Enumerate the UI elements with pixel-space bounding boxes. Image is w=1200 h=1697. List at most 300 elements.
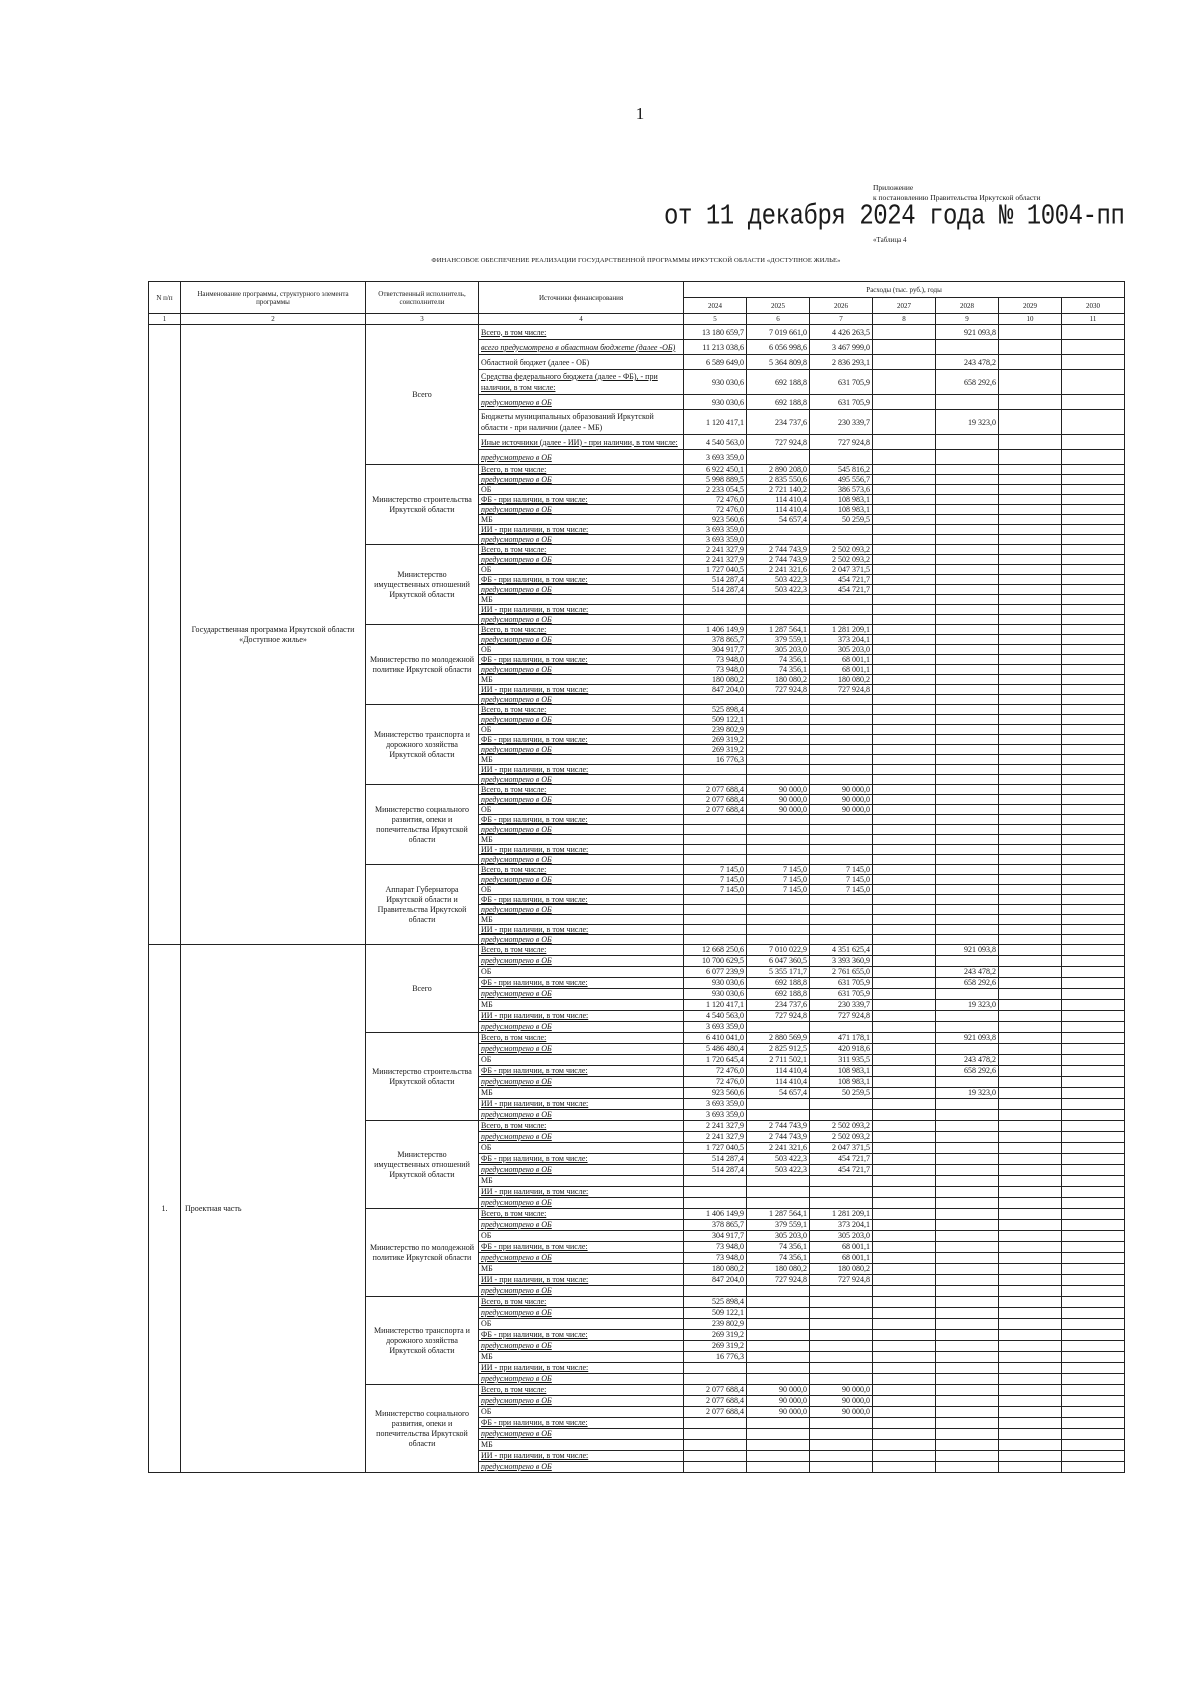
value-cell-2025: 90 000,0 (747, 1385, 810, 1396)
value-cell-2026 (810, 845, 873, 855)
value-cell-2027 (873, 410, 936, 435)
value-cell-2030 (1062, 967, 1125, 978)
source-cell: Всего, в том числе: (479, 545, 684, 555)
value-cell-2028 (936, 605, 999, 615)
value-cell-2025: 90 000,0 (747, 785, 810, 795)
value-cell-2026: 108 983,1 (810, 505, 873, 515)
column-number: 5 (684, 314, 747, 325)
value-cell-2024: 923 560,6 (684, 515, 747, 525)
value-cell-2027 (873, 1198, 936, 1209)
value-cell-2026: 4 426 263,5 (810, 325, 873, 340)
value-cell-2026: 68 001,1 (810, 665, 873, 675)
value-cell-2025: 7 145,0 (747, 865, 810, 875)
value-cell-2029 (999, 1440, 1062, 1451)
value-cell-2028 (936, 775, 999, 785)
value-cell-2030 (1062, 1022, 1125, 1033)
value-cell-2030 (1062, 1055, 1125, 1066)
source-cell: МБ (479, 1264, 684, 1275)
value-cell-2029 (999, 1176, 1062, 1187)
value-cell-2024: 5 486 480,4 (684, 1044, 747, 1055)
value-cell-2028 (936, 565, 999, 575)
value-cell-2028: 658 292,6 (936, 978, 999, 989)
value-cell-2025: 2 890 208,0 (747, 465, 810, 475)
source-cell: предусмотрено в ОБ (479, 1044, 684, 1055)
value-cell-2030 (1062, 845, 1125, 855)
value-cell-2029 (999, 805, 1062, 815)
table-reference: «Таблица 4 (873, 236, 907, 244)
value-cell-2030 (1062, 1143, 1125, 1154)
value-cell-2029 (999, 1099, 1062, 1110)
value-cell-2024: 2 077 688,4 (684, 1396, 747, 1407)
value-cell-2029 (999, 1253, 1062, 1264)
value-cell-2029 (999, 705, 1062, 715)
value-cell-2029 (999, 595, 1062, 605)
value-cell-2025: 692 188,8 (747, 370, 810, 395)
value-cell-2028 (936, 1165, 999, 1176)
value-cell-2029 (999, 1352, 1062, 1363)
value-cell-2025 (747, 735, 810, 745)
source-cell: МБ (479, 835, 684, 845)
value-cell-2029 (999, 1066, 1062, 1077)
value-cell-2029 (999, 785, 1062, 795)
executor-cell: Министерство социального развития, опеки и попечительства Иркутской области (366, 785, 479, 865)
value-cell-2030 (1062, 755, 1125, 765)
value-cell-2025: 305 203,0 (747, 1231, 810, 1242)
value-cell-2028 (936, 835, 999, 845)
source-cell: предусмотрено в ОБ (479, 505, 684, 515)
source-cell: ИИ - при наличии, в том числе: (479, 1363, 684, 1374)
value-cell-2025: 114 410,4 (747, 505, 810, 515)
value-cell-2027 (873, 1033, 936, 1044)
value-cell-2025 (747, 1330, 810, 1341)
source-cell: ИИ - при наличии, в том числе: (479, 525, 684, 535)
value-cell-2030 (1062, 495, 1125, 505)
value-cell-2029 (999, 435, 1062, 450)
value-cell-2029 (999, 575, 1062, 585)
source-cell: предусмотрено в ОБ (479, 875, 684, 885)
value-cell-2030 (1062, 1099, 1125, 1110)
value-cell-2029 (999, 1033, 1062, 1044)
value-cell-2026: 420 918,6 (810, 1044, 873, 1055)
value-cell-2027 (873, 1231, 936, 1242)
value-cell-2025 (747, 855, 810, 865)
value-cell-2030 (1062, 435, 1125, 450)
value-cell-2027 (873, 1242, 936, 1253)
value-cell-2026: 90 000,0 (810, 1396, 873, 1407)
value-cell-2029 (999, 1319, 1062, 1330)
value-cell-2026: 311 935,5 (810, 1055, 873, 1066)
value-cell-2027 (873, 1451, 936, 1462)
value-cell-2025: 503 422,3 (747, 575, 810, 585)
value-cell-2024: 73 948,0 (684, 1253, 747, 1264)
source-cell: ФБ - при наличии, в том числе: (479, 495, 684, 505)
value-cell-2029 (999, 1418, 1062, 1429)
value-cell-2028 (936, 1044, 999, 1055)
value-cell-2027 (873, 465, 936, 475)
value-cell-2025 (747, 765, 810, 775)
value-cell-2027 (873, 1308, 936, 1319)
value-cell-2030 (1062, 555, 1125, 565)
value-cell-2025 (747, 1440, 810, 1451)
value-cell-2029 (999, 967, 1062, 978)
value-cell-2029 (999, 395, 1062, 410)
value-cell-2028 (936, 745, 999, 755)
value-cell-2027 (873, 835, 936, 845)
value-cell-2030 (1062, 615, 1125, 625)
value-cell-2024: 12 668 250,6 (684, 945, 747, 956)
column-number: 10 (999, 314, 1062, 325)
value-cell-2029 (999, 1374, 1062, 1385)
value-cell-2027 (873, 1407, 936, 1418)
value-cell-2029 (999, 645, 1062, 655)
value-cell-2027 (873, 845, 936, 855)
value-cell-2030 (1062, 865, 1125, 875)
value-cell-2025: 727 924,8 (747, 435, 810, 450)
value-cell-2029 (999, 885, 1062, 895)
value-cell-2024 (684, 605, 747, 615)
section-number-cell: 1. (149, 945, 181, 1473)
value-cell-2025: 2 721 140,2 (747, 485, 810, 495)
value-cell-2024: 72 476,0 (684, 1066, 747, 1077)
value-cell-2024: 2 241 327,9 (684, 555, 747, 565)
value-cell-2030 (1062, 1341, 1125, 1352)
value-cell-2027 (873, 595, 936, 605)
value-cell-2029 (999, 1297, 1062, 1308)
value-cell-2029 (999, 625, 1062, 635)
value-cell-2029 (999, 875, 1062, 885)
value-cell-2028 (936, 735, 999, 745)
column-number: 8 (873, 314, 936, 325)
value-cell-2024: 525 898,4 (684, 1297, 747, 1308)
value-cell-2029 (999, 1044, 1062, 1055)
value-cell-2029 (999, 895, 1062, 905)
value-cell-2028 (936, 1297, 999, 1308)
value-cell-2025 (747, 825, 810, 835)
source-cell: Всего, в том числе: (479, 785, 684, 795)
value-cell-2027 (873, 1066, 936, 1077)
value-cell-2026 (810, 705, 873, 715)
value-cell-2029 (999, 795, 1062, 805)
value-cell-2024: 3 693 359,0 (684, 1022, 747, 1033)
value-cell-2030 (1062, 945, 1125, 956)
source-cell: предусмотрено в ОБ (479, 935, 684, 945)
value-cell-2029 (999, 745, 1062, 755)
value-cell-2030 (1062, 525, 1125, 535)
value-cell-2027 (873, 395, 936, 410)
value-cell-2025: 2 835 550,6 (747, 475, 810, 485)
value-cell-2024 (684, 1462, 747, 1473)
value-cell-2030 (1062, 1374, 1125, 1385)
value-cell-2028 (936, 525, 999, 535)
value-cell-2025: 727 924,8 (747, 1011, 810, 1022)
value-cell-2026: 108 983,1 (810, 1077, 873, 1088)
header-year: 2025 (747, 298, 810, 314)
source-cell: предусмотрено в ОБ (479, 989, 684, 1000)
value-cell-2028 (936, 495, 999, 505)
value-cell-2026: 305 203,0 (810, 1231, 873, 1242)
value-cell-2027 (873, 905, 936, 915)
value-cell-2025: 90 000,0 (747, 1407, 810, 1418)
value-cell-2030 (1062, 1330, 1125, 1341)
value-cell-2024: 525 898,4 (684, 705, 747, 715)
value-cell-2030 (1062, 1077, 1125, 1088)
value-cell-2030 (1062, 895, 1125, 905)
header-year: 2030 (1062, 298, 1125, 314)
value-cell-2027 (873, 715, 936, 725)
value-cell-2024 (684, 1429, 747, 1440)
value-cell-2030 (1062, 685, 1125, 695)
value-cell-2028 (936, 1209, 999, 1220)
value-cell-2024: 6 410 041,0 (684, 1033, 747, 1044)
value-cell-2025 (747, 1198, 810, 1209)
value-cell-2028 (936, 1121, 999, 1132)
value-cell-2028 (936, 1110, 999, 1121)
value-cell-2030 (1062, 595, 1125, 605)
value-cell-2030 (1062, 1253, 1125, 1264)
value-cell-2028 (936, 1077, 999, 1088)
value-cell-2030 (1062, 1000, 1125, 1011)
value-cell-2028 (936, 545, 999, 555)
value-cell-2027 (873, 635, 936, 645)
value-cell-2025 (747, 1187, 810, 1198)
value-cell-2027 (873, 665, 936, 675)
value-cell-2025 (747, 1429, 810, 1440)
source-cell: Всего, в том числе: (479, 465, 684, 475)
column-number: 11 (1062, 314, 1125, 325)
value-cell-2024 (684, 1198, 747, 1209)
value-cell-2030 (1062, 695, 1125, 705)
value-cell-2029 (999, 978, 1062, 989)
value-cell-2025: 7 145,0 (747, 875, 810, 885)
value-cell-2027 (873, 815, 936, 825)
value-cell-2029 (999, 1220, 1062, 1231)
value-cell-2029 (999, 355, 1062, 370)
executor-cell: Всего (366, 325, 479, 465)
appendix-label: Приложение (873, 183, 914, 192)
value-cell-2025 (747, 605, 810, 615)
section-body (149, 325, 1125, 945)
value-cell-2024 (684, 915, 747, 925)
value-cell-2024: 1 406 149,9 (684, 625, 747, 635)
value-cell-2025: 2 744 743,9 (747, 1132, 810, 1143)
value-cell-2030 (1062, 585, 1125, 595)
value-cell-2026: 373 204,1 (810, 1220, 873, 1231)
value-cell-2028 (936, 1253, 999, 1264)
value-cell-2030 (1062, 1033, 1125, 1044)
value-cell-2030 (1062, 485, 1125, 495)
source-cell: Всего, в том числе: (479, 1297, 684, 1308)
value-cell-2024: 72 476,0 (684, 495, 747, 505)
value-cell-2028 (936, 1176, 999, 1187)
header-row (149, 282, 1125, 298)
value-cell-2026 (810, 535, 873, 545)
source-cell: ФБ - при наличии, в том числе: (479, 655, 684, 665)
source-cell: МБ (479, 915, 684, 925)
value-cell-2026 (810, 1099, 873, 1110)
value-cell-2029 (999, 989, 1062, 1000)
value-cell-2025 (747, 1451, 810, 1462)
value-cell-2028 (936, 1099, 999, 1110)
value-cell-2029 (999, 485, 1062, 495)
header-expenses: Расходы (тыс. руб.), годы (684, 282, 1125, 298)
source-cell: предусмотрено в ОБ (479, 475, 684, 485)
value-cell-2030 (1062, 1418, 1125, 1429)
value-cell-2026 (810, 745, 873, 755)
value-cell-2028 (936, 1341, 999, 1352)
value-cell-2025: 74 356,1 (747, 655, 810, 665)
value-cell-2025 (747, 1176, 810, 1187)
source-cell: ИИ - при наличии, в том числе: (479, 1011, 684, 1022)
value-cell-2029 (999, 1286, 1062, 1297)
value-cell-2024 (684, 1363, 747, 1374)
value-cell-2028 (936, 1264, 999, 1275)
value-cell-2025: 180 080,2 (747, 1264, 810, 1275)
value-cell-2028 (936, 1154, 999, 1165)
value-cell-2027 (873, 340, 936, 355)
source-cell: МБ (479, 595, 684, 605)
value-cell-2029 (999, 835, 1062, 845)
value-cell-2027 (873, 435, 936, 450)
value-cell-2027 (873, 885, 936, 895)
column-number: 4 (479, 314, 684, 325)
value-cell-2028 (936, 555, 999, 565)
value-cell-2025: 692 188,8 (747, 989, 810, 1000)
source-cell: ИИ - при наличии, в том числе: (479, 1099, 684, 1110)
value-cell-2027 (873, 1264, 936, 1275)
value-cell-2024: 930 030,6 (684, 989, 747, 1000)
value-cell-2028 (936, 1385, 999, 1396)
value-cell-2026: 7 145,0 (810, 865, 873, 875)
source-cell: Всего, в том числе: (479, 705, 684, 715)
value-cell-2030 (1062, 785, 1125, 795)
value-cell-2028 (936, 875, 999, 885)
value-cell-2028: 658 292,6 (936, 1066, 999, 1077)
executor-cell: Министерство строительства Иркутской области (366, 465, 479, 545)
value-cell-2028 (936, 885, 999, 895)
value-cell-2028 (936, 845, 999, 855)
value-cell-2027 (873, 525, 936, 535)
value-cell-2024: 13 180 659,7 (684, 325, 747, 340)
value-cell-2030 (1062, 956, 1125, 967)
source-cell: предусмотрено в ОБ (479, 745, 684, 755)
value-cell-2028 (936, 1275, 999, 1286)
value-cell-2025: 379 559,1 (747, 1220, 810, 1231)
value-cell-2027 (873, 956, 936, 967)
value-cell-2028 (936, 1231, 999, 1242)
value-cell-2025 (747, 450, 810, 465)
value-cell-2030 (1062, 765, 1125, 775)
value-cell-2030 (1062, 1451, 1125, 1462)
value-cell-2024 (684, 905, 747, 915)
source-cell: предусмотрено в ОБ (479, 1462, 684, 1473)
value-cell-2029 (999, 1429, 1062, 1440)
value-cell-2024: 514 287,4 (684, 1154, 747, 1165)
value-cell-2029 (999, 555, 1062, 565)
value-cell-2028 (936, 575, 999, 585)
value-cell-2025 (747, 755, 810, 765)
value-cell-2029 (999, 325, 1062, 340)
value-cell-2025 (747, 1308, 810, 1319)
value-cell-2027 (873, 1022, 936, 1033)
value-cell-2030 (1062, 1319, 1125, 1330)
source-cell: предусмотрено в ОБ (479, 825, 684, 835)
value-cell-2024 (684, 1176, 747, 1187)
source-cell: ОБ (479, 1319, 684, 1330)
value-cell-2025: 7 145,0 (747, 885, 810, 895)
document-title: ФИНАНСОВОЕ ОБЕСПЕЧЕНИЕ РЕАЛИЗАЦИИ ГОСУДАРСТВЕННОЙ ПРОГРАММЫ ИРКУТСКОЙ ОБЛАСТИ «ДОСТУПНОЕ ЖИЛЬЕ» (431, 257, 841, 264)
source-cell: всего предусмотрено в областном бюджете (далее -ОБ) (479, 340, 684, 355)
value-cell-2028 (936, 1451, 999, 1462)
source-cell: ОБ (479, 645, 684, 655)
value-cell-2025: 54 657,4 (747, 515, 810, 525)
value-cell-2028 (936, 595, 999, 605)
source-cell: Средства федерального бюджета (далее - ФБ), - при наличии, в том числе: (479, 370, 684, 395)
source-cell: предусмотрено в ОБ (479, 1165, 684, 1176)
value-cell-2026: 727 924,8 (810, 685, 873, 695)
value-cell-2025 (747, 1022, 810, 1033)
source-cell: ФБ - при наличии, в том числе: (479, 1066, 684, 1077)
source-cell: ОБ (479, 1143, 684, 1154)
value-cell-2029 (999, 1143, 1062, 1154)
value-cell-2026 (810, 615, 873, 625)
executor-cell: Всего (366, 945, 479, 1033)
value-cell-2028 (936, 1407, 999, 1418)
value-cell-2029 (999, 685, 1062, 695)
value-cell-2024: 16 776,3 (684, 755, 747, 765)
value-cell-2030 (1062, 745, 1125, 755)
value-cell-2029 (999, 1154, 1062, 1165)
value-cell-2026: 3 393 360,9 (810, 956, 873, 967)
column-number: 1 (149, 314, 181, 325)
section-body (149, 945, 1125, 1473)
value-cell-2029 (999, 845, 1062, 855)
value-cell-2027 (873, 1055, 936, 1066)
value-cell-2026: 90 000,0 (810, 1385, 873, 1396)
value-cell-2030 (1062, 535, 1125, 545)
value-cell-2028 (936, 465, 999, 475)
value-cell-2025 (747, 1286, 810, 1297)
value-cell-2024 (684, 1451, 747, 1462)
value-cell-2026 (810, 1330, 873, 1341)
header-year: 2028 (936, 298, 999, 314)
value-cell-2024: 73 948,0 (684, 665, 747, 675)
value-cell-2026: 230 339,7 (810, 1000, 873, 1011)
value-cell-2025 (747, 1319, 810, 1330)
source-cell: ФБ - при наличии, в том числе: (479, 575, 684, 585)
value-cell-2026: 180 080,2 (810, 1264, 873, 1275)
value-cell-2029 (999, 1363, 1062, 1374)
header-year: 2029 (999, 298, 1062, 314)
source-cell: ОБ (479, 805, 684, 815)
value-cell-2026 (810, 1374, 873, 1385)
value-cell-2025: 727 924,8 (747, 685, 810, 695)
source-cell: ФБ - при наличии, в том числе: (479, 735, 684, 745)
value-cell-2030 (1062, 465, 1125, 475)
value-cell-2027 (873, 1352, 936, 1363)
source-cell: Всего, в том числе: (479, 945, 684, 956)
value-cell-2024 (684, 695, 747, 705)
value-cell-2026: 631 705,9 (810, 989, 873, 1000)
value-cell-2025 (747, 715, 810, 725)
source-cell: предусмотрено в ОБ (479, 855, 684, 865)
source-cell: Всего, в том числе: (479, 1121, 684, 1132)
value-cell-2026 (810, 1198, 873, 1209)
value-cell-2029 (999, 450, 1062, 465)
source-cell: ОБ (479, 1231, 684, 1242)
value-cell-2029 (999, 1088, 1062, 1099)
value-cell-2029 (999, 956, 1062, 967)
value-cell-2028 (936, 475, 999, 485)
